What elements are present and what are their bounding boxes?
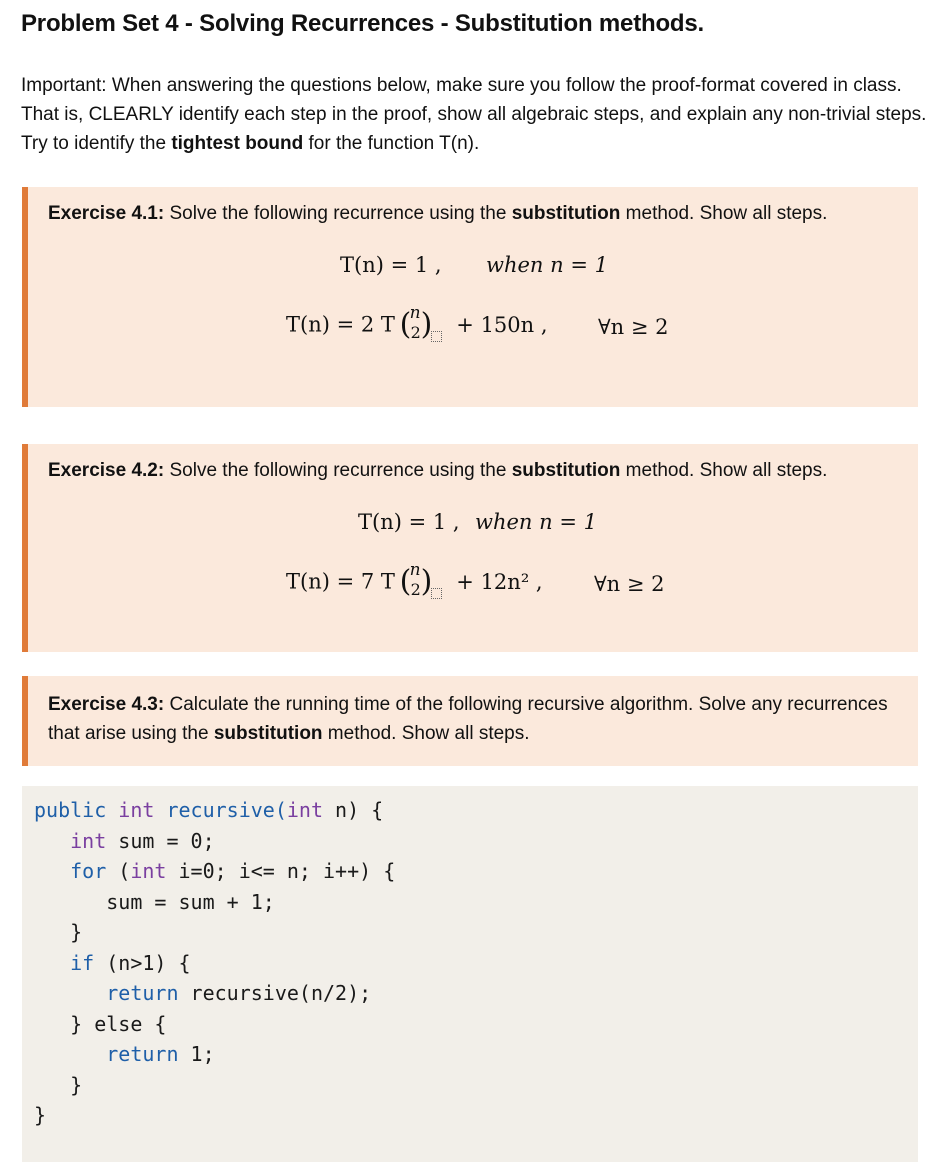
exercise-bold: substitution bbox=[511, 460, 621, 481]
exercise-text-end: method. Show all steps. bbox=[620, 203, 828, 224]
exercise-4-2-prompt bbox=[48, 456, 908, 485]
exercise-text: Solve the following recurrence using the bbox=[164, 460, 512, 481]
exercise-4-3-prompt bbox=[48, 690, 908, 748]
exercise-text-end: method. Show all steps. bbox=[620, 460, 828, 481]
code-text: ( bbox=[106, 859, 131, 883]
exercise-text: Solve the following recurrence using the bbox=[164, 203, 512, 224]
exercise-label: Exercise 4.1: bbox=[48, 203, 165, 224]
code-text: i=0; i<= n; i++) { bbox=[166, 859, 396, 883]
recurrence-rhs: + 150n , bbox=[456, 312, 548, 337]
code-keyword: return bbox=[106, 1042, 179, 1066]
intro-text-end: for the function T(n). bbox=[303, 133, 480, 154]
intro-paragraph bbox=[21, 71, 936, 158]
code-text: } else { bbox=[70, 1011, 167, 1036]
code-text: } bbox=[34, 1103, 47, 1127]
base-case-equation: T(n) = 1 , bbox=[358, 510, 460, 534]
code-keyword: public bbox=[34, 798, 107, 822]
exercise-text: Calculate the running time of the following recursive algorithm. Solve any recurrences that arise using the bbox=[48, 694, 888, 744]
code-keyword: if bbox=[70, 950, 95, 975]
exercise-bold: substitution bbox=[511, 203, 621, 224]
exercise-4-1-box bbox=[22, 187, 918, 407]
code-keyword: int bbox=[286, 798, 324, 822]
recurrence-condition: ∀n ≥ 2 bbox=[594, 572, 665, 596]
base-case-condition: when n = 1 bbox=[475, 510, 597, 534]
code-text: sum = sum + 1; bbox=[106, 889, 275, 914]
code-text: } bbox=[70, 920, 83, 944]
code-keyword: for bbox=[70, 859, 107, 883]
code-block bbox=[22, 786, 918, 1162]
code-function-name: recursive( bbox=[166, 798, 287, 822]
recurrence-condition: ∀n ≥ 2 bbox=[598, 315, 669, 339]
base-case-condition: when n = 1 bbox=[486, 253, 608, 277]
code-text: (n>1) { bbox=[94, 950, 191, 975]
code-text: } bbox=[70, 1072, 83, 1097]
code-text: sum = 0; bbox=[106, 828, 215, 853]
fraction-denominator: 2 bbox=[410, 580, 421, 599]
code-keyword: int bbox=[70, 828, 107, 853]
exercise-label: Exercise 4.3: bbox=[48, 694, 165, 715]
fraction: ( n 2 ) bbox=[399, 560, 433, 599]
recurrence-equation bbox=[286, 560, 543, 600]
exercise-4-3-box bbox=[22, 676, 918, 766]
fraction: ( n 2 ) bbox=[399, 303, 433, 342]
fraction-numerator: n bbox=[409, 303, 421, 323]
exercise-4-1-prompt bbox=[48, 199, 908, 228]
base-case-equation: T(n) = 1 , bbox=[340, 253, 442, 277]
page-title: Problem Set 4 - Solving Recurrences - Substitution methods. bbox=[21, 10, 704, 37]
exercise-4-2-box bbox=[22, 444, 918, 652]
recurrence-rhs: + 12n² , bbox=[456, 569, 543, 594]
code-listing bbox=[34, 795, 395, 1131]
code-keyword: int bbox=[118, 798, 155, 822]
code-keyword: int bbox=[130, 859, 167, 883]
recurrence-equation bbox=[286, 303, 548, 343]
fraction-numerator: n bbox=[409, 560, 421, 580]
recurrence-lhs: T(n) = 2 T bbox=[286, 312, 395, 337]
intro-bold: tightest bound bbox=[171, 133, 304, 154]
exercise-label: Exercise 4.2: bbox=[48, 460, 165, 481]
code-keyword: return bbox=[106, 981, 179, 1005]
exercise-text-end: method. Show all steps. bbox=[322, 723, 530, 744]
code-text: 1; bbox=[178, 1042, 215, 1066]
recurrence-lhs: T(n) = 7 T bbox=[286, 569, 395, 594]
fraction-denominator: 2 bbox=[410, 323, 421, 342]
intro-text: Important: When answering the questions below, make sure you follow the proof-format covered in class. That is, CLEARLY identify each step in the proof, show all algebraic steps, and explain any non-trivial steps. Try to identify the bbox=[21, 75, 927, 154]
code-text: recursive(n/2); bbox=[178, 981, 372, 1005]
code-text: n) { bbox=[323, 798, 384, 822]
exercise-bold: substitution bbox=[213, 723, 323, 744]
